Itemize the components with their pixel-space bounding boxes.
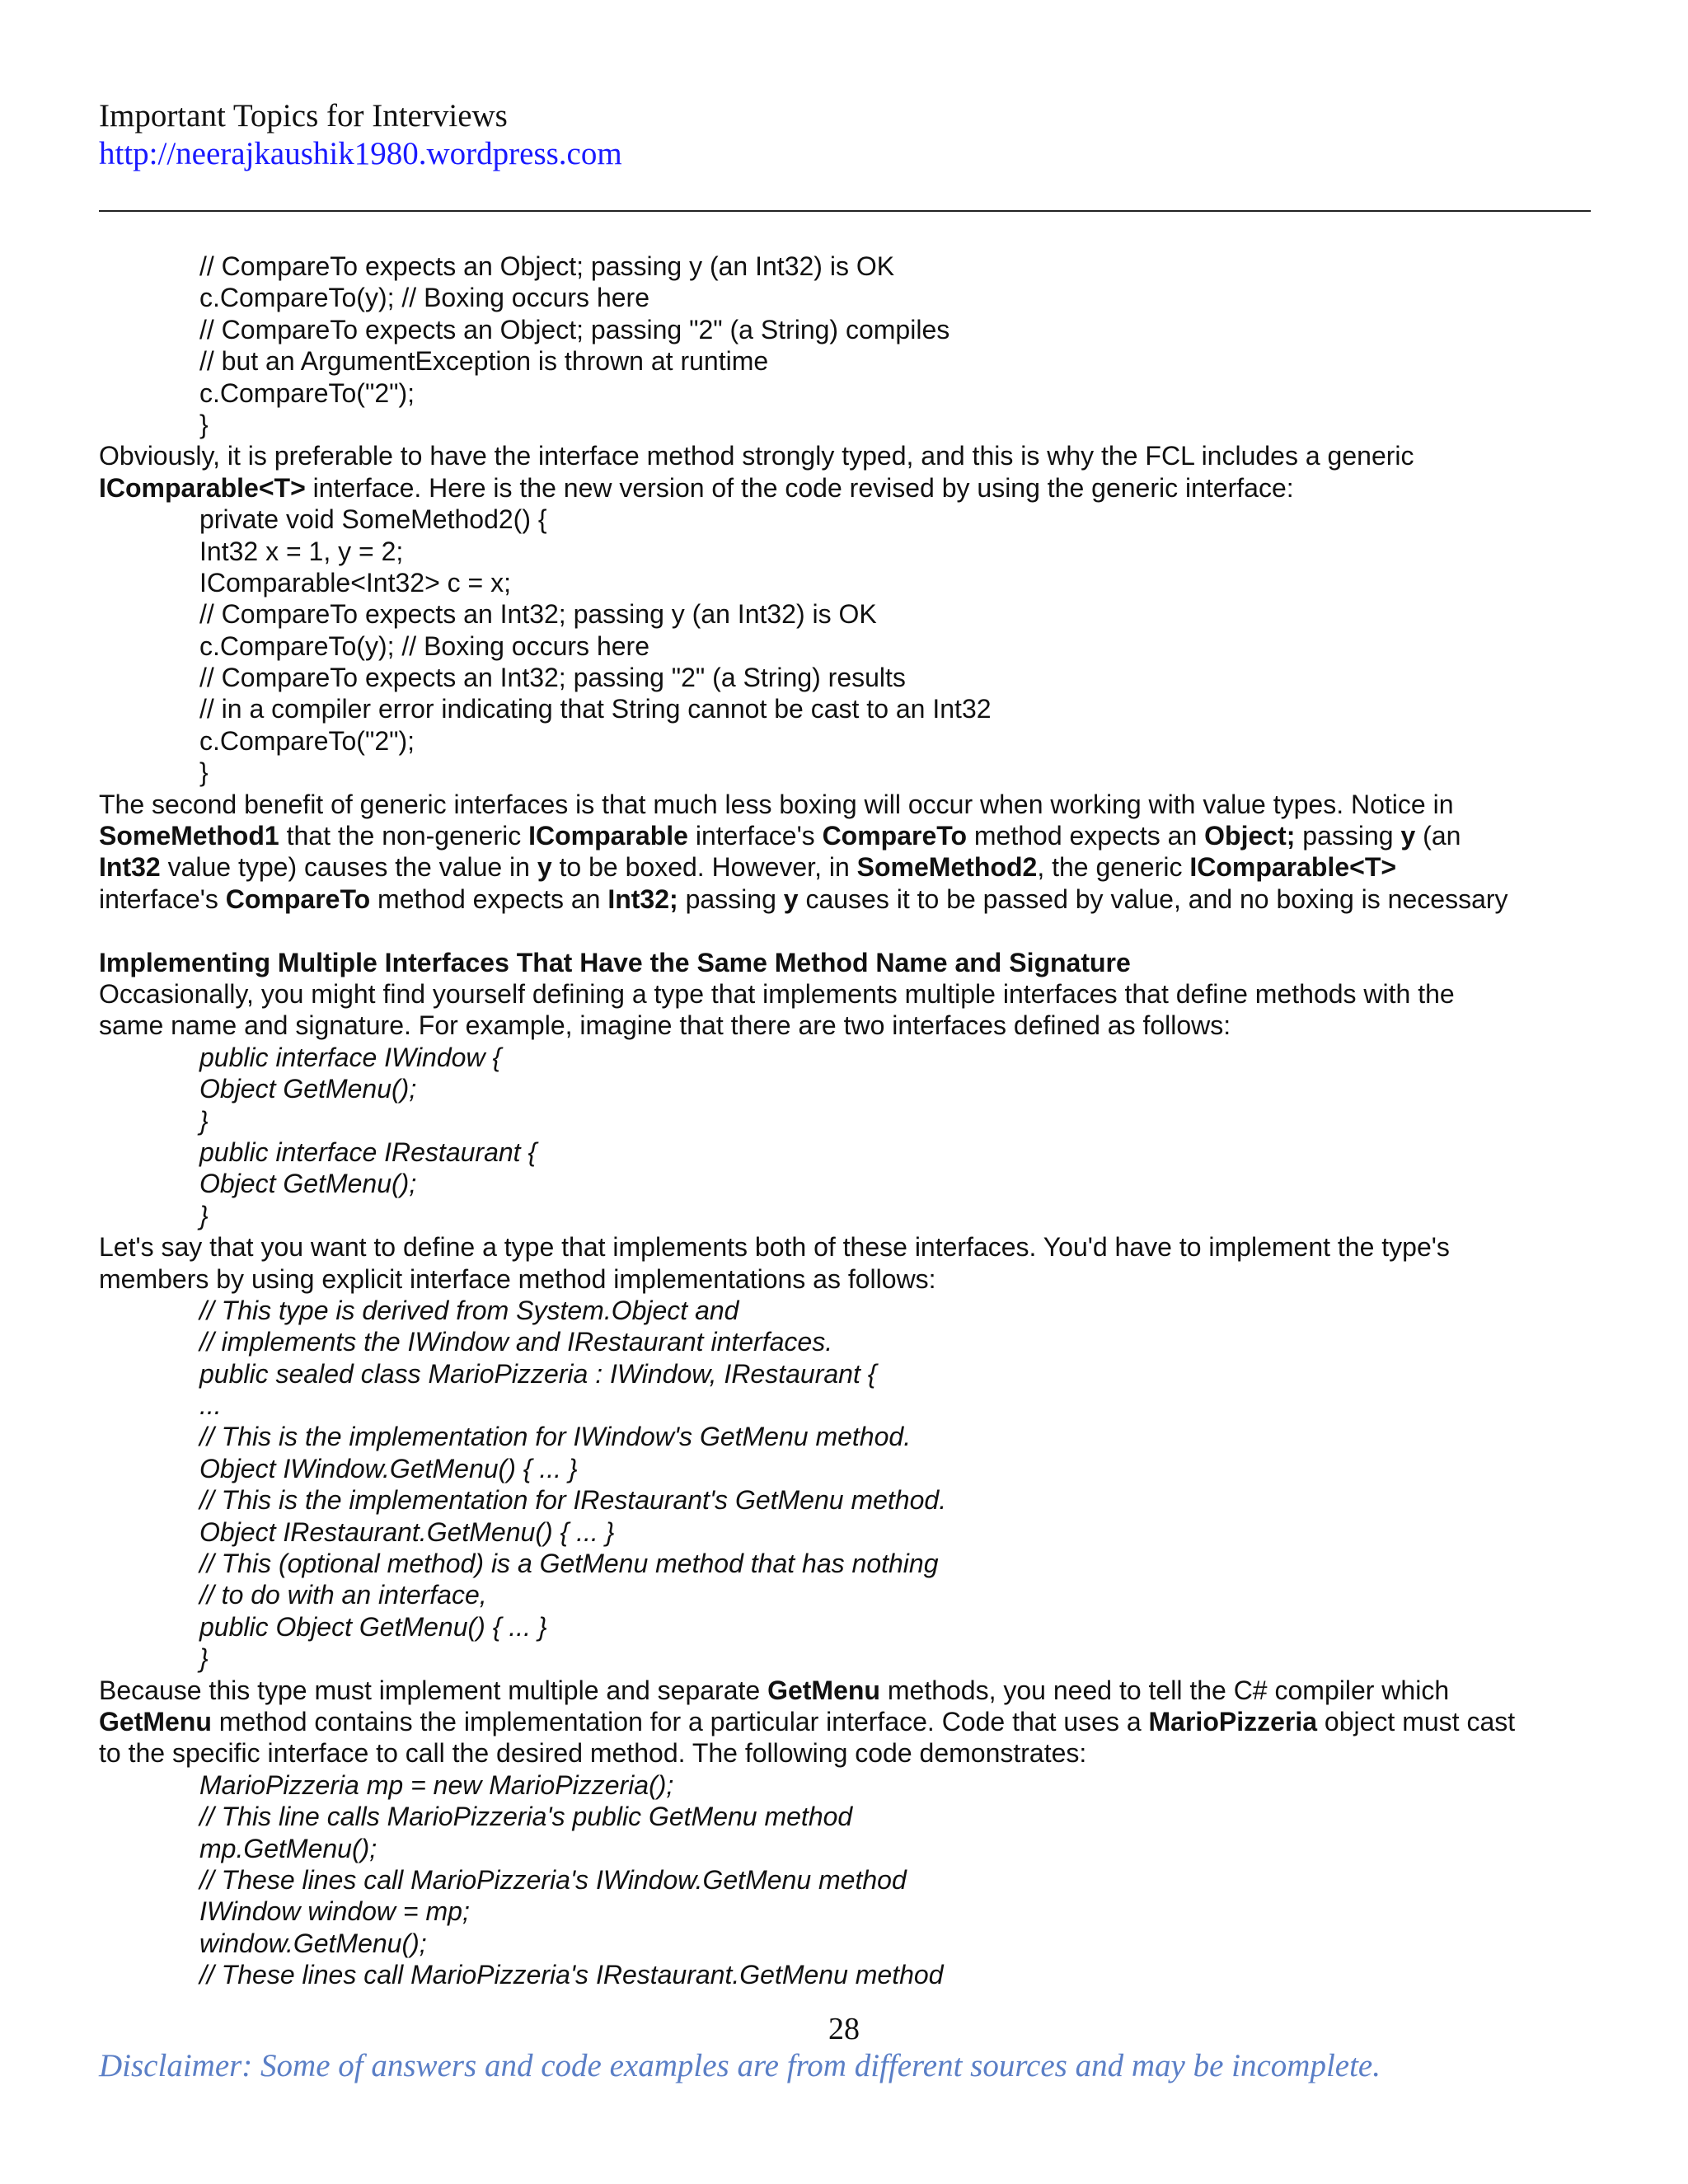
paragraph-line (99, 1706, 1607, 1737)
bold-term: IComparable<T> (1189, 852, 1397, 883)
paragraph-line: Obviously, it is preferable to have the interface method strongly typed, and this is why the FCL includes a generic (99, 441, 1414, 471)
bold-term: CompareTo (822, 821, 967, 851)
code-line: // CompareTo expects an Int32; passing "2" (a String) results (199, 663, 906, 693)
bold-term: Int32 (99, 852, 161, 883)
code-line: } (199, 1105, 209, 1136)
code-line: // to do with an interface, (199, 1580, 487, 1610)
paragraph-line: members by using explicit interface method implementations as follows: (99, 1263, 936, 1294)
code-line: public sealed class MarioPizzeria : IWindow, IRestaurant { (199, 1358, 877, 1389)
bold-term: GetMenu (767, 1675, 880, 1705)
text-run: passing (1295, 821, 1401, 851)
paragraph-line (99, 820, 1607, 851)
code-line: Object IRestaurant.GetMenu() { ... } (199, 1516, 615, 1547)
code-line: public Object GetMenu() { ... } (199, 1611, 547, 1642)
text-run: method expects an (966, 821, 1205, 851)
paragraph-boxing-benefit (99, 789, 1607, 916)
bold-term: Int32; (607, 883, 678, 914)
paragraph-line (99, 472, 1607, 504)
paragraph-line: same name and signature. For example, imagine that there are two interfaces defined as follows: (99, 1010, 1231, 1041)
footer-disclaimer: Disclaimer: Some of answers and code examples are from different sources and may be incomplete. (99, 2048, 1381, 2083)
text-run: that the non-generic (279, 821, 529, 851)
paragraph-generic-interface (99, 440, 1607, 504)
code-line: Object IWindow.GetMenu() { ... } (199, 1453, 578, 1483)
code-line: mp.GetMenu(); (199, 1833, 377, 1863)
header-url-link[interactable]: http://neerajkaushik1980.wordpress.com (99, 136, 622, 171)
text-run: interface's (99, 883, 226, 914)
paragraph-line: to the specific interface to call the desired method. The following code demonstrates: (99, 1738, 1087, 1769)
text-run: causes it to be passed by value, and no boxing is necessary (798, 883, 1508, 914)
code-line: // This (optional method) is a GetMenu method that has nothing (199, 1549, 939, 1579)
text-run: , the generic (1037, 852, 1190, 883)
page-header (99, 97, 622, 173)
code-line: // This is the implementation for IRestaurant's GetMenu method. (199, 1485, 947, 1516)
code-line: // These lines call MarioPizzeria's IWindow.GetMenu method (199, 1864, 907, 1895)
page-content (99, 251, 1607, 1990)
header-title: Important Topics for Interviews (99, 98, 508, 134)
code-line: // in a compiler error indicating that String cannot be cast to an Int32 (199, 694, 992, 724)
bold-term: y (783, 883, 799, 914)
text-run: (an (1415, 821, 1461, 851)
text-run: interface's (687, 821, 823, 851)
code-line: // This type is derived from System.Object and (199, 1295, 739, 1325)
code-line: public interface IWindow { (199, 1042, 502, 1072)
spacer (99, 915, 1607, 946)
text-run: value type) causes the value in (160, 852, 537, 883)
code-line: // This line calls MarioPizzeria's public GetMenu method (199, 1802, 853, 1832)
paragraph-line (99, 1675, 1607, 1706)
text-run: methods, you need to tell the C# compiler which (879, 1675, 1450, 1705)
section-multiple-interfaces (99, 947, 1607, 1042)
code-block-5 (99, 1769, 1607, 1991)
code-line: // This is the implementation for IWindow's GetMenu method. (199, 1422, 912, 1452)
code-line: c.CompareTo("2"); (199, 377, 415, 408)
paragraph-line: The second benefit of generic interfaces is that much less boxing will occur when working with value types. Notice in (99, 789, 1454, 819)
code-line: c.CompareTo("2"); (199, 725, 415, 756)
code-line: } (199, 409, 209, 439)
code-line: // CompareTo expects an Object; passing "2" (a String) compiles (199, 314, 950, 344)
code-block-4 (99, 1295, 1607, 1675)
bold-term: SomeMethod2 (856, 852, 1038, 883)
code-line: c.CompareTo(y); // Boxing occurs here (199, 283, 649, 313)
code-line: window.GetMenu(); (199, 1928, 427, 1958)
text-run: object must cast (1317, 1706, 1516, 1736)
code-line: // implements the IWindow and IRestaurant interfaces. (199, 1327, 833, 1357)
text-run: method expects an (370, 883, 608, 914)
code-line: MarioPizzeria mp = new MarioPizzeria(); (199, 1769, 674, 1800)
paragraph-line (99, 883, 1607, 915)
code-line: // These lines call MarioPizzeria's IRestaurant.GetMenu method (199, 1960, 944, 1990)
bold-term: SomeMethod1 (99, 821, 279, 851)
section-heading-text: Implementing Multiple Interfaces That Have the Same Method Name and Signature (99, 947, 1131, 977)
paragraph-getmenu-cast (99, 1675, 1607, 1769)
bold-term: IComparable (528, 821, 688, 851)
code-line: Object GetMenu(); (199, 1074, 417, 1104)
code-line: Int32 x = 1, y = 2; (199, 536, 404, 566)
text-run: method contains the implementation for a particular interface. Code that uses a (211, 1706, 1149, 1736)
code-line: public interface IRestaurant { (199, 1137, 537, 1167)
bold-term: GetMenu (99, 1706, 212, 1736)
page-number: 28 (828, 2012, 860, 2046)
text-run: Because this type must implement multiple and separate (99, 1675, 768, 1705)
code-line: // CompareTo expects an Int32; passing y (an Int32) is OK (199, 599, 877, 630)
paragraph-line: Let's say that you want to define a type that implements both of these interfaces. You'd have to implement the type's (99, 1232, 1450, 1263)
bold-term: CompareTo (225, 883, 371, 914)
text-run: interface. Here is the new version of the code revised by using the generic interface: (305, 472, 1294, 503)
bold-term: Object; (1204, 821, 1296, 851)
header-divider (99, 210, 1591, 212)
text-run: to be boxed. However, in (551, 852, 857, 883)
paragraph-explicit-implementation (99, 1231, 1607, 1295)
section-heading (99, 947, 1607, 978)
bold-term: y (1400, 821, 1416, 851)
code-line: c.CompareTo(y); // Boxing occurs here (199, 630, 649, 661)
paragraph-line: Occasionally, you might find yourself defining a type that implements multiple interfaces that define methods with the (99, 978, 1455, 1009)
code-line: Object GetMenu(); (199, 1169, 417, 1199)
code-line: // but an ArgumentException is thrown at runtime (199, 346, 769, 377)
bold-term: IComparable<T> (99, 472, 306, 503)
bold-term: y (537, 852, 552, 883)
code-line: } (199, 1643, 209, 1674)
bold-term: MarioPizzeria (1148, 1706, 1318, 1736)
paragraph-line (99, 851, 1607, 883)
code-line: } (199, 1200, 209, 1230)
code-block-3 (99, 1042, 1607, 1231)
code-line: ... (199, 1390, 222, 1421)
code-line: private void SomeMethod2() { (199, 504, 547, 535)
code-line: IWindow window = mp; (199, 1896, 470, 1927)
code-line: IComparable<Int32> c = x; (199, 567, 511, 598)
code-block-2 (99, 504, 1607, 789)
code-line: // CompareTo expects an Object; passing y (an Int32) is OK (199, 251, 895, 281)
code-line: } (199, 757, 209, 788)
code-block-1 (99, 251, 1607, 440)
text-run: passing (678, 883, 784, 914)
